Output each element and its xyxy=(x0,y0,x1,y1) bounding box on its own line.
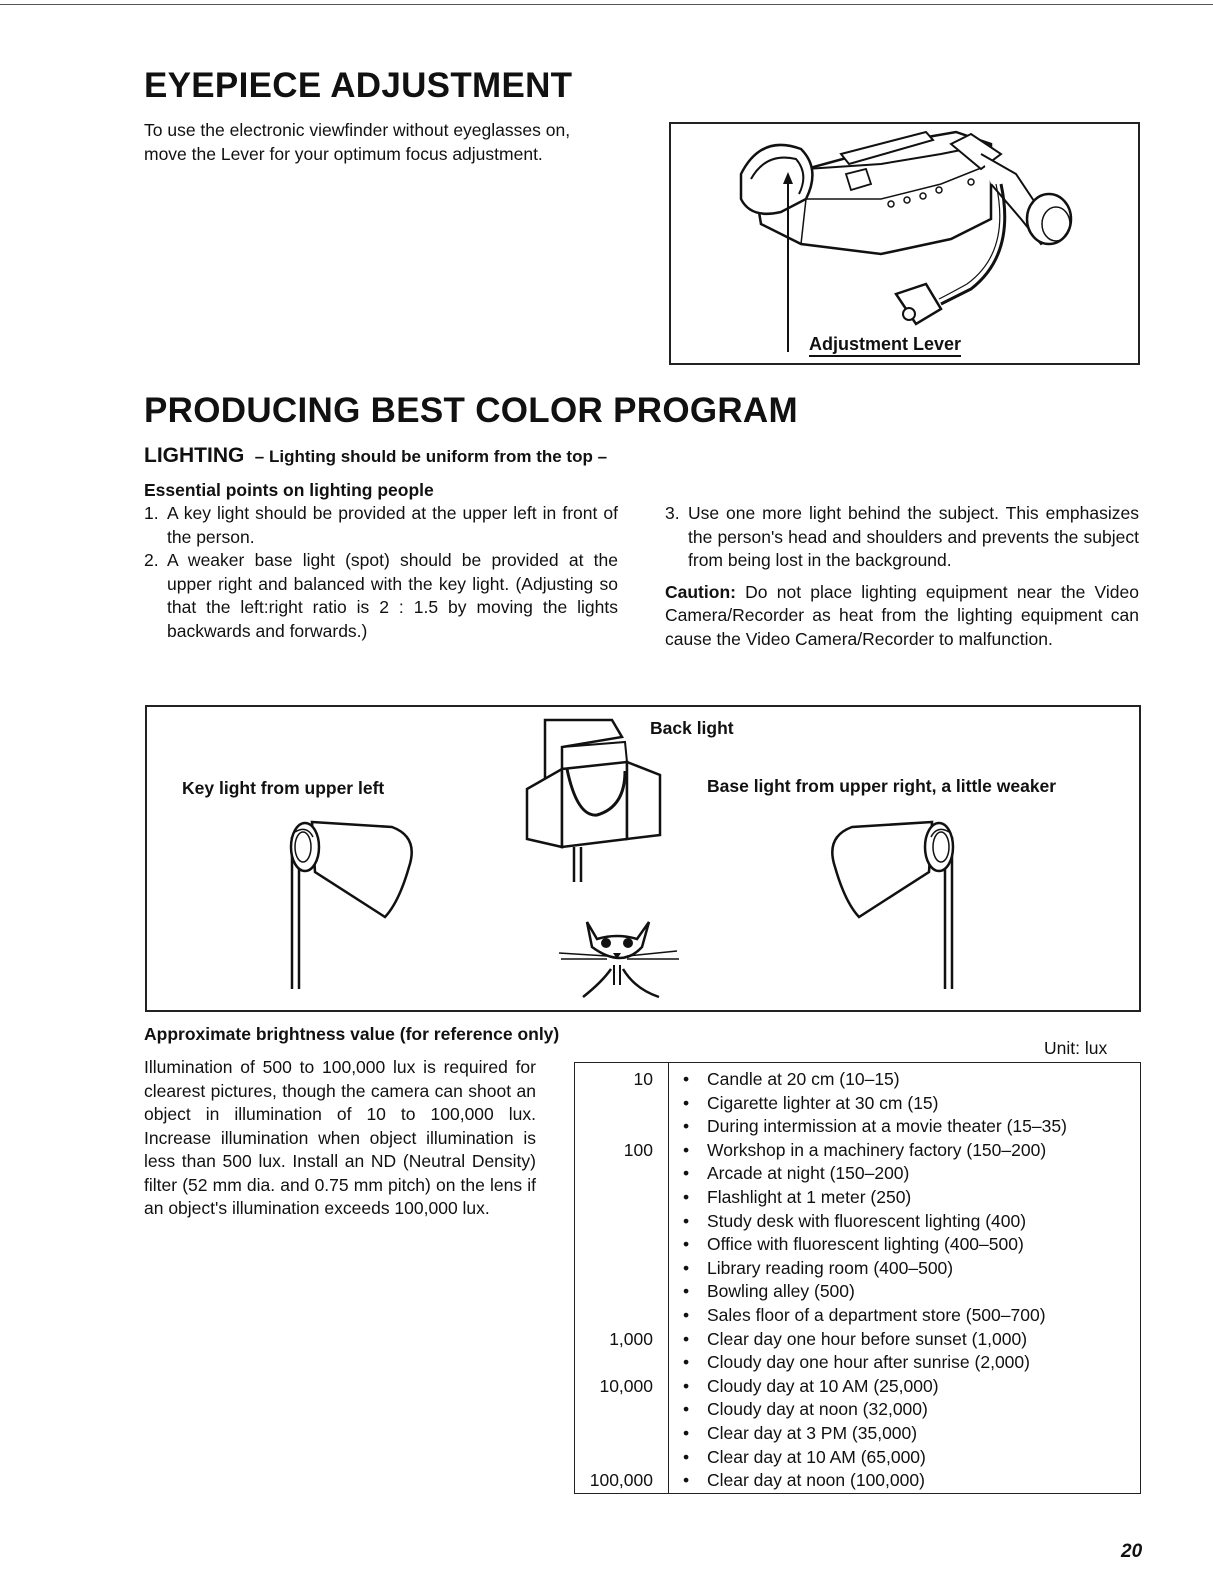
lux-entry xyxy=(683,1304,1046,1328)
lux-scale-value: 10 xyxy=(633,1069,653,1089)
lux-entry xyxy=(683,1210,1026,1234)
back-light-label: Back light xyxy=(650,718,734,738)
lighting-heading-label: LIGHTING xyxy=(144,444,245,467)
bullet-icon: • xyxy=(683,1069,690,1089)
lux-entry-text: Bowling alley (500) xyxy=(707,1281,855,1302)
bullet-icon: • xyxy=(683,1116,690,1137)
bullet-icon: • xyxy=(683,1352,690,1373)
lighting-subheading: – Lighting should be uniform from the top – xyxy=(254,447,608,466)
bullet-icon: • xyxy=(683,1446,690,1467)
base-light-label: Base light from upper right, a little weaker xyxy=(707,776,1057,796)
point-number: 2. xyxy=(144,550,159,570)
section-title-color-program: PRODUCING BEST COLOR PROGRAM xyxy=(144,391,798,430)
caution-label: Caution: xyxy=(665,581,736,602)
bullet-icon: • xyxy=(683,1234,690,1255)
lux-entry xyxy=(683,1375,939,1399)
bullet-icon: • xyxy=(683,1470,690,1491)
point-text: A key light should be provided at the upper left in front of the person. xyxy=(167,503,618,547)
lux-entry-text: Office with fluorescent lighting (400–500) xyxy=(707,1234,1024,1255)
lux-entry xyxy=(683,1115,1067,1139)
lux-entry-text: Workshop in a machinery factory (150–200) xyxy=(707,1139,1047,1160)
base-light-icon xyxy=(832,822,953,989)
lux-entry-text: During intermission at a movie theater (15–35) xyxy=(707,1116,1067,1137)
lux-entry-text: Clear day at noon (100,000) xyxy=(707,1470,925,1491)
lighting-points-right xyxy=(665,502,1139,651)
adjustment-lever-label: Adjustment Lever xyxy=(809,333,961,357)
lux-entry-text: Clear day one hour before sunset (1,000) xyxy=(707,1328,1028,1349)
lux-entry xyxy=(683,1092,939,1116)
lux-entry xyxy=(683,1139,1046,1163)
lux-entry-text: Cloudy day at 10 AM (25,000) xyxy=(707,1375,939,1396)
brightness-heading: Approximate brightness value (for reference only) xyxy=(144,1024,560,1044)
unit-label: Unit: lux xyxy=(1044,1038,1108,1058)
lux-entry-text: Flashlight at 1 meter (250) xyxy=(707,1187,912,1207)
lux-entry xyxy=(683,1257,953,1281)
bullet-icon: • xyxy=(683,1305,690,1325)
lux-entry-text: Clear day at 3 PM (35,000) xyxy=(707,1423,918,1443)
lux-entry xyxy=(683,1162,909,1186)
lux-scale-value: 1,000 xyxy=(609,1328,653,1349)
lux-table xyxy=(574,1062,1141,1494)
lux-entry xyxy=(683,1469,925,1493)
lux-entry xyxy=(683,1351,1030,1375)
back-light-icon xyxy=(527,720,660,882)
point-number: 3. xyxy=(665,503,680,523)
lux-entry-text: Cigarette lighter at 30 cm (15) xyxy=(707,1092,939,1113)
lighting-point-2 xyxy=(144,549,618,643)
lux-entry xyxy=(683,1398,928,1422)
bullet-icon: • xyxy=(683,1399,690,1420)
top-rule xyxy=(0,4,1213,5)
caution-text: Do not place lighting equipment near the Video Camera/Recorder as heat from the lighting equipment can cause the Video Camera/Recorder to malfunction. xyxy=(665,581,1139,649)
bullet-icon: • xyxy=(683,1375,690,1396)
key-light-label: Key light from upper left xyxy=(182,778,385,798)
lux-entry xyxy=(683,1328,1027,1352)
eyepiece-line-1: To use the electronic viewfinder without eyeglasses on, xyxy=(144,120,571,140)
bullet-icon: • xyxy=(683,1257,690,1278)
lux-entry-text: Arcade at night (150–200) xyxy=(707,1163,910,1184)
lux-entry xyxy=(683,1186,911,1210)
lighting-figure xyxy=(145,705,1141,1012)
bullet-icon: • xyxy=(683,1092,690,1113)
bullet-icon: • xyxy=(683,1281,690,1302)
lux-entry-text: Candle at 20 cm (10–15) xyxy=(707,1069,900,1089)
lux-entry xyxy=(683,1233,1024,1257)
subject-cat-icon xyxy=(559,922,679,997)
section-title-eyepiece: EYEPIECE ADJUSTMENT xyxy=(144,66,573,105)
bullet-icon: • xyxy=(683,1423,690,1443)
lighting-point-3 xyxy=(665,502,1139,573)
essential-points-heading: Essential points on lighting people xyxy=(144,480,434,500)
eyepiece-figure xyxy=(669,122,1140,365)
bullet-icon: • xyxy=(683,1210,690,1231)
page-number: 20 xyxy=(1121,1541,1143,1562)
lux-scale-value: 100,000 xyxy=(589,1470,653,1491)
lux-entry-text: Clear day at 10 AM (65,000) xyxy=(707,1446,926,1467)
caution-note xyxy=(665,581,1139,652)
point-text: A weaker base light (spot) should be provided at the upper right and balanced with the key light. (Adjusting so that the left:right ratio is 2 : 1.5 by moving the lights backwards and forwards.) xyxy=(167,550,618,641)
bullet-icon: • xyxy=(683,1187,690,1207)
viewfinder-illustration xyxy=(671,124,1138,363)
lighting-heading xyxy=(144,444,607,468)
point-number: 1. xyxy=(144,503,159,523)
point-text: Use one more light behind the subject. This emphasizes the person's head and shoulders and prevents the subject from being lost in the background. xyxy=(688,503,1139,570)
bullet-icon: • xyxy=(683,1139,690,1160)
lighting-illustration xyxy=(147,707,1139,1010)
lux-entry xyxy=(683,1446,926,1470)
eyepiece-line-2: move the Lever for your optimum focus adjustment. xyxy=(144,143,543,164)
lighting-point-1 xyxy=(144,502,618,549)
lux-entry xyxy=(683,1068,900,1092)
lux-scale-value: 10,000 xyxy=(599,1375,653,1396)
lux-entry-text: Cloudy day at noon (32,000) xyxy=(707,1399,928,1420)
eyepiece-instructions xyxy=(144,119,624,166)
lux-entry-text: Library reading room (400–500) xyxy=(707,1257,954,1278)
lux-scale-value: 100 xyxy=(623,1139,653,1160)
bullet-icon: • xyxy=(683,1328,690,1349)
bullet-icon: • xyxy=(683,1163,690,1184)
lighting-points-left xyxy=(144,502,618,643)
key-light-icon xyxy=(291,822,412,989)
lux-entry-text: Study desk with fluorescent lighting (400) xyxy=(707,1210,1027,1231)
brightness-description: Illumination of 500 to 100,000 lux is required for clearest pictures, though the camera can shoot an object in illumination of 10 to 100,000 lux. Increase illumination when object illumination is less than 500 lux. Install an ND (Neutral Density) filter (52 mm dia. and 0.75 mm pitch) on the lens if an object's illumination exceeds 100,000 lux. xyxy=(144,1057,536,1218)
lux-entry xyxy=(683,1280,855,1304)
lux-entry xyxy=(683,1422,917,1446)
lux-table-divider xyxy=(668,1063,669,1493)
lux-entry-text: Cloudy day one hour after sunrise (2,000) xyxy=(707,1352,1030,1373)
lux-entry-text: Sales floor of a department store (500–700) xyxy=(707,1305,1046,1325)
